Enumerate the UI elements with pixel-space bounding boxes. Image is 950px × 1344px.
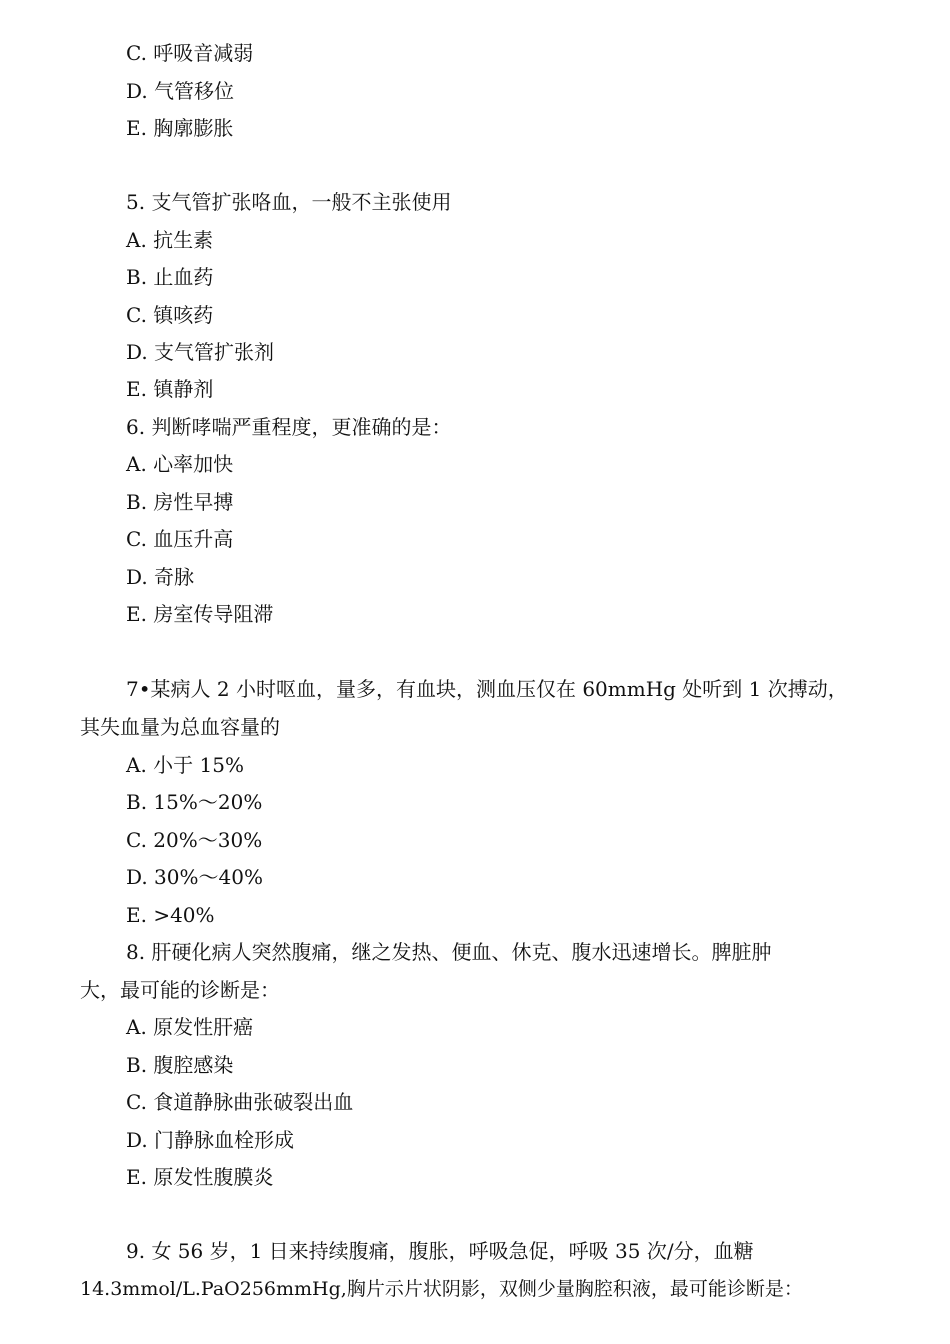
question-7-option-a: A. 小于 15% — [126, 753, 244, 777]
question-7-stem-line2: 其失血量为总血容量的 — [80, 715, 280, 739]
question-7-option-d: D. 30%〜40% — [126, 865, 263, 889]
question-7-stem-line1: 7•某病人 2 小时呕血，量多，有血块，测血压仅在 60mmHg 处听到 1 次搏动， — [126, 677, 848, 701]
question-8-stem-line1: 8. 肝硬化病人突然腹痛，继之发热、便血、休克、腹水迅速增长。脾脏肿 — [126, 940, 772, 964]
question-8-option-e: E. 原发性腹膜炎 — [126, 1165, 274, 1189]
question-5-option-c: C. 镇咳药 — [126, 303, 214, 327]
question-6-option-e: E. 房室传导阻滞 — [126, 602, 274, 626]
question-7-option-c: C. 20%〜30% — [126, 828, 263, 852]
question-8-option-b: B. 腹腔感染 — [126, 1053, 234, 1077]
question-8-stem-line2: 大，最可能的诊断是： — [80, 978, 280, 1002]
question-7-option-e: E. >40% — [126, 903, 215, 927]
option-d: D. 气管移位 — [126, 79, 235, 103]
question-9-stem-line1: 9. 女 56 岁，1 日来持续腹痛，腹胀，呼吸急促，呼吸 35 次/分，血糖 — [126, 1239, 754, 1263]
question-5-option-b: B. 止血药 — [126, 265, 214, 289]
question-6-option-a: A. 心率加快 — [126, 452, 234, 476]
question-8-option-c: C. 食道静脉曲张破裂出血 — [126, 1090, 354, 1114]
question-5-option-a: A. 抗生素 — [126, 228, 214, 252]
question-5-option-d: D. 支气管扩张剂 — [126, 340, 275, 364]
question-8-option-d: D. 门静脉血栓形成 — [126, 1128, 295, 1152]
question-5-option-e: E. 镇静剂 — [126, 377, 214, 401]
question-7-option-b: B. 15%〜20% — [126, 790, 263, 814]
question-6-option-d: D. 奇脉 — [126, 565, 195, 589]
question-6-stem: 6. 判断哮喘严重程度，更准确的是： — [126, 415, 452, 439]
question-6-option-c: C. 血压升高 — [126, 527, 234, 551]
question-6-option-b: B. 房性早搏 — [126, 490, 234, 514]
option-c: C. 呼吸音减弱 — [126, 41, 254, 65]
question-9-stem-line2: 14.3mmol/L.PaO256mmHg,胸片示片状阴影，双侧少量胸腔积液，最可能诊断是： — [80, 1278, 803, 1300]
question-5-stem: 5. 支气管扩张咯血，一般不主张使用 — [126, 190, 452, 214]
question-8-option-a: A. 原发性肝癌 — [126, 1015, 254, 1039]
option-e: E. 胸廓膨胀 — [126, 116, 234, 140]
